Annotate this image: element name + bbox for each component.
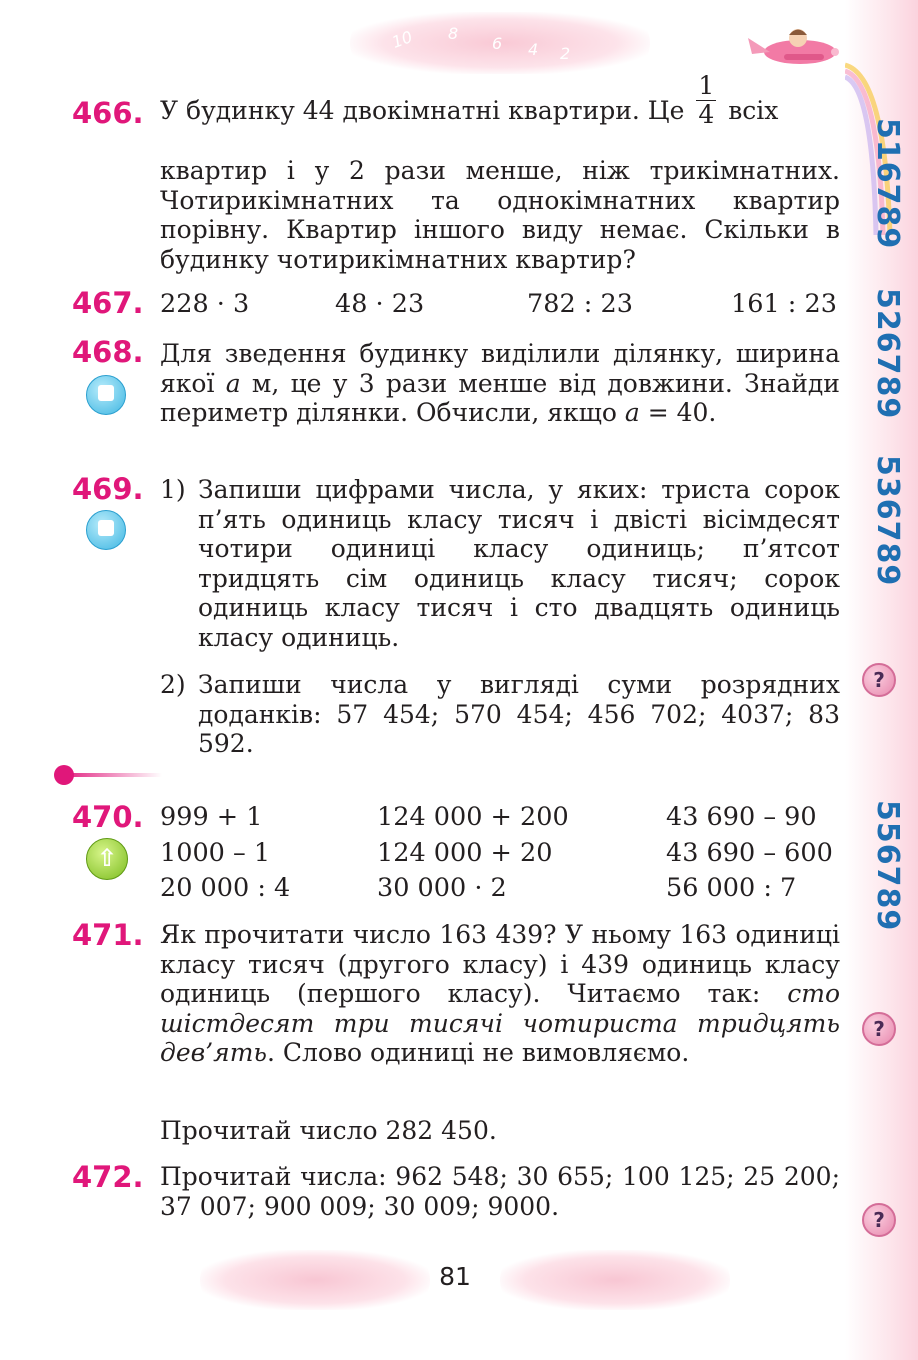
exercise-number-469: 469. [72, 472, 144, 506]
exercise-466-line1a: У будинку 44 двокімнатні квартири. Це [160, 96, 685, 125]
section-divider [52, 765, 162, 785]
exercise-471-task: Прочитай число 282 450. [160, 1116, 497, 1145]
expression: 999 + 1 [160, 802, 263, 832]
fraction-numerator: 1 [698, 71, 715, 100]
fraction-denominator: 4 [698, 100, 715, 129]
page-number: 81 [439, 1262, 471, 1291]
part-text: Запиши цифрами числа, у яких: триста сорок п’ять одиниць класу тисяч і двісті вісімдесят чотири одиниці класу одиниць; п’ятсот тридцять сім одиниць класу тисяч; сорок одиниць класу тисяч і сто двадцять одиниць класу одиниць. [198, 475, 840, 652]
bottom-cloud-decoration [200, 1250, 430, 1310]
expression: 228 · 3 [160, 289, 250, 319]
exercise-number-466: 466. [72, 96, 144, 130]
side-number: 536789 [870, 455, 905, 587]
exercise-number-470: 470. [72, 800, 144, 834]
exercise-number-471: 471. [72, 918, 144, 952]
part-label: 2) [160, 670, 186, 699]
expression: 43 690 – 90 [666, 802, 817, 832]
expression: 56 000 : 7 [666, 873, 797, 903]
exercise-466-text [160, 71, 840, 141]
expression: 161 : 23 [731, 289, 837, 319]
cloud-digit: 8 [448, 24, 459, 43]
part-label: 1) [160, 475, 186, 504]
expression: 1000 – 1 [160, 838, 271, 868]
expression: 30 000 · 2 [377, 873, 507, 903]
bottom-cloud-decoration [500, 1250, 730, 1310]
top-cloud-decoration [350, 12, 650, 74]
exercise-469-part1 [160, 475, 840, 652]
exercise-469-part2 [160, 670, 840, 759]
question-icon[interactable]: ? [862, 1012, 896, 1046]
exercise-471-italic: сто шістдесят три тисячі чотириста тридцять дев’ять [160, 979, 841, 1067]
cloud-digit: 10 [389, 27, 415, 52]
exercise-471-end: . Слово одиниці не вимовляємо. [267, 1038, 690, 1067]
question-icon[interactable]: ? [862, 1203, 896, 1237]
exercise-471-text [160, 920, 840, 1068]
exercise-number-468: 468. [72, 335, 144, 369]
fraction-one-quarter [696, 72, 716, 129]
exercise-468-text [160, 339, 840, 428]
cloud-digit: 6 [492, 34, 503, 53]
expression: 124 000 + 20 [377, 838, 553, 868]
variable-a: a [624, 398, 640, 427]
expression: 124 000 + 200 [377, 802, 569, 832]
exercise-472-text: Прочитай числа: 962 548; 30 655; 100 125; 25 200; 37 007; 900 009; 30 009; 9000. [160, 1162, 840, 1221]
exercise-number-472: 472. [72, 1160, 144, 1194]
exercise-468-part-a: Для зведення будинку виділили ділянку, ширина якої [160, 339, 840, 398]
arrow-up-icon[interactable]: ⇧ [86, 838, 128, 880]
exercise-number-467: 467. [72, 286, 144, 320]
question-icon[interactable]: ? [862, 663, 896, 697]
exercise-468-part-c: = 40. [647, 398, 717, 427]
expression: 43 690 – 600 [666, 838, 833, 868]
airplane-illustration [740, 18, 840, 76]
puzzle-icon [86, 510, 126, 550]
part-text: Запиши числа у вигляді суми розрядних доданків: 57 454; 570 454; 456 702; 4037; 83 592. [198, 670, 840, 758]
variable-a: a [225, 368, 241, 398]
puzzle-icon [86, 375, 126, 415]
expression: 48 · 23 [335, 289, 425, 319]
side-number: 556789 [870, 800, 905, 932]
exercise-466-body: квартир і у 2 рази менше, ніж трикімнатних. Чотирикімнатних та однокімнатних квартир порівну. Квартир іншого виду немає. Скільки в будинку чотирикімнатних квартир? [160, 156, 840, 274]
exercise-466-line1b: всіх [728, 96, 779, 125]
side-number: 526789 [870, 288, 905, 420]
cloud-digit: 2 [560, 44, 571, 63]
side-number: 516789 [870, 118, 905, 250]
exercise-468-part-b: м, це у 3 рази менше від довжини. Знайди периметр ділянки. Обчисли, якщо [160, 368, 840, 427]
expression: 20 000 : 4 [160, 873, 291, 903]
expression: 782 : 23 [527, 289, 633, 319]
cloud-digit: 4 [528, 40, 539, 59]
exercise-471-intro: Як прочитати число 163 439? У ньому 163 одиниці класу тисяч (другого класу) і 439 одиниць класу одиниць (першого класу). Читаємо так: [160, 920, 840, 1008]
